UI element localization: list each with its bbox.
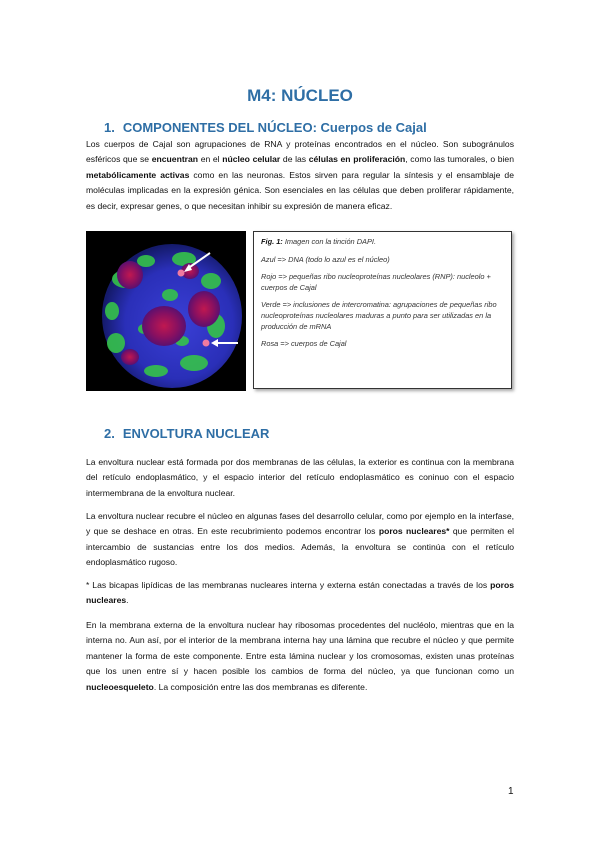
- bold-run: poros nucleares: [86, 580, 514, 606]
- figure-legend-box: [253, 231, 512, 389]
- section-2-title: ENVOLTURA NUCLEAR: [122, 426, 270, 441]
- section-1-title: COMPONENTES DEL NÚCLEO: Cuerpos de Cajal: [122, 120, 427, 135]
- figure-caption-text: Imagen con la tinción DAPI.: [282, 237, 377, 246]
- section-1-paragraph: [86, 137, 514, 214]
- legend-blue: Azul => DNA (todo lo azul es el núcleo): [261, 254, 390, 264]
- section-2-paragraph-4: [86, 618, 514, 695]
- section-2-number: 2.: [104, 426, 115, 441]
- text-run: de las: [280, 154, 309, 165]
- bold-run: nucleoesqueleto: [86, 681, 154, 692]
- bold-run: encuentran: [151, 154, 199, 165]
- section-2-paragraph-2: [86, 509, 514, 571]
- section-1-heading: [104, 120, 427, 135]
- section-1-number: 1.: [104, 120, 115, 135]
- nucleus-micrograph: [86, 231, 246, 391]
- text-run: en el: [198, 154, 223, 165]
- section-2-footnote: [86, 578, 514, 609]
- text-run: , como las tumorales, o bien: [405, 154, 514, 165]
- page-title: M4: NÚCLEO: [247, 86, 353, 105]
- bold-run: poros nucleares*: [378, 526, 450, 537]
- text-run: La envoltura nuclear recubre el núcleo en algunas fases del desarrollo celular, como por ejemplo en la interfase, y que se deshace en otras. En este recubrimiento podemos encontrar los: [86, 511, 514, 537]
- page-number: 1: [508, 786, 514, 797]
- section-2-paragraph-1: La envoltura nuclear está formada por dos membranas de las células, la exterior es continua con la membrana del retículo endoplasmático, y el espacio interior del retículo endoplasmático es coninuo con el espacio intermembrana de la envoltura nuclear.: [86, 457, 514, 498]
- bold-run: metabólicamente activas: [86, 169, 190, 180]
- figure-caption-label: Fig. 1:: [261, 237, 283, 246]
- legend-pink: Rosa => cuerpos de Cajal: [261, 339, 347, 349]
- dapi-nucleus-image: [86, 231, 246, 391]
- text-run: como en las neuronas. Estos sirven para regular la síntesis y el ensamblaje de moléculas implicadas en la expresión génica. Son esenciales en las células que deben proliferar rápidamente, es decir, expresar genes, o que necesitan inhibir su expresión de manera eficaz.: [86, 169, 514, 211]
- bold-run: núcleo celular: [222, 154, 281, 165]
- figure-caption: [261, 237, 504, 248]
- text-run: Los cuerpos de Cajal son agrupaciones de RNA y proteínas encontrados en el núcleo. Son subogránulos esféricos que se: [86, 139, 514, 165]
- legend-green: Verde => inclusiones de intercromatina: agrupaciones de pequeñas ribo nucleoproteínas nucleolares maduras a punto para ser utilizadas en la producción de mRNA: [261, 300, 497, 331]
- bold-run: células en proliferación: [308, 154, 406, 165]
- text-run: que permiten el intercambio de sustancias entre los dos medios. Además, la envoltura se continúa con el retículo endoplasmático rugoso.: [86, 526, 515, 568]
- text-run: . La composición entre las dos membranas es diferente.: [153, 681, 368, 692]
- section-2-heading: [104, 426, 269, 441]
- text-run: .: [126, 595, 129, 606]
- legend-red: Rojo => pequeñas ribo nucleoproteínas nucleolares (RNP): nucleolo + cuerpos de Cajal: [261, 272, 491, 292]
- text-run: * Las bicapas lipídicas de las membranas nucleares interna y externa están conectadas a través de los: [86, 580, 491, 590]
- text-run: En la membrana externa de la envoltura nuclear hay ribosomas procedentes del nucléolo, mientras que en la interna no. Aun así, por el interior de la membrana interna hay una lámina que recubre el núcleo y que permite mantener la forma de este componente. Entre esta lámina nuclear y los cromosomas, existen unas proteínas que los unen entre sí y hacen posible los cambios de forma del núcleo, ya que funcionan como un: [86, 620, 514, 677]
